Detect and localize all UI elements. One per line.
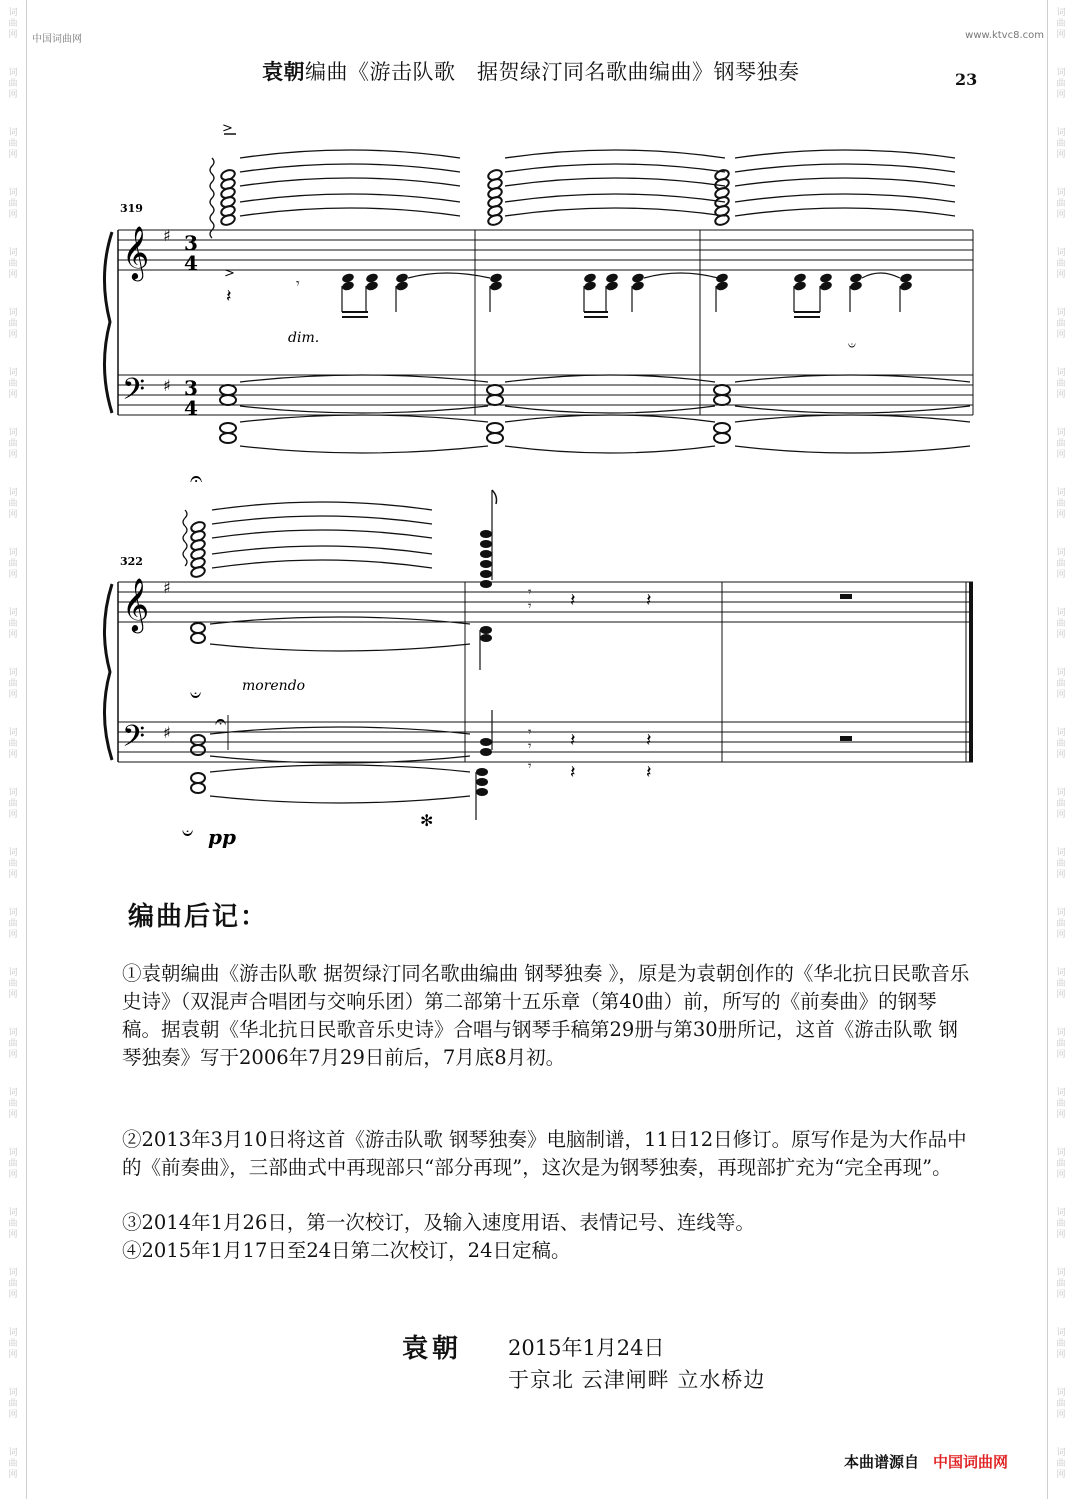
page-title [262, 56, 800, 86]
side-watermark-mark: 词 曲 网 [1056, 308, 1066, 340]
side-watermark-mark: 词 曲 网 [8, 308, 18, 340]
treble-clef: 𝄞 [122, 577, 150, 631]
side-watermark-mark: 词 曲 网 [1056, 788, 1066, 820]
signature-date: 2015年1月24日 [508, 1336, 665, 1360]
side-watermark-mark: 词 曲 网 [1056, 128, 1066, 160]
side-watermark-mark: 词 曲 网 [1056, 68, 1066, 100]
side-watermark-mark: 词 曲 网 [1056, 728, 1066, 760]
side-watermark-mark: 词 曲 网 [1056, 548, 1066, 580]
title-text: 编曲《游击队歌 据贺绿汀同名歌曲编曲》钢琴独奏 [305, 60, 800, 84]
side-watermark-mark: 词 曲 网 [1056, 188, 1066, 220]
svg-text:♯: ♯ [163, 723, 171, 742]
expression-morendo: morendo [242, 678, 306, 694]
side-watermark-mark: 词 曲 网 [8, 488, 18, 520]
side-watermark-mark: 词 曲 网 [1056, 908, 1066, 940]
svg-text:𝄾: 𝄾 [528, 599, 532, 614]
side-watermark-mark: 词 曲 网 [8, 788, 18, 820]
treble-staff-1 [118, 230, 973, 270]
notes-heading: 编曲后记： [128, 902, 269, 932]
side-watermark-mark: 词 曲 网 [1056, 1268, 1066, 1300]
svg-text:𝄽: 𝄽 [570, 762, 576, 783]
side-watermark-mark: 词 曲 网 [1056, 608, 1066, 640]
side-watermark-mark: 词 曲 网 [8, 548, 18, 580]
measure-number-322: 322 [120, 555, 143, 568]
side-watermark-mark: 词 曲 网 [1056, 848, 1066, 880]
svg-text:𝄑: 𝄑 [182, 821, 194, 845]
side-watermark-mark: 词 曲 网 [8, 1328, 18, 1360]
footer-source-label: 本曲谱源自 [844, 1453, 920, 1471]
svg-text:>: > [224, 266, 235, 281]
expression-dim: dim. [288, 330, 320, 346]
side-watermark-mark: 词 曲 网 [8, 1208, 18, 1240]
svg-text:𝄽: 𝄽 [226, 286, 232, 307]
page-number: 23 [955, 70, 978, 89]
svg-text:𝄾: 𝄾 [528, 725, 532, 740]
side-watermark-mark: 词 曲 网 [1056, 488, 1066, 520]
side-watermark-mark: 词 曲 网 [8, 1088, 18, 1120]
key-sharp: ♯ [163, 376, 171, 395]
side-watermark-mark: 词 曲 网 [8, 608, 18, 640]
side-watermark-mark: 词 曲 网 [8, 848, 18, 880]
side-watermark-mark: 词 曲 网 [8, 128, 18, 160]
svg-text:✻: ✻ [420, 811, 434, 830]
side-watermark-mark: 词 曲 网 [8, 668, 18, 700]
site-name-left: 中国词曲网 [32, 34, 82, 45]
side-watermark-mark: 词 曲 网 [1056, 1148, 1066, 1180]
svg-text:𝄑: 𝄑 [848, 338, 856, 354]
side-watermark-mark: 词 曲 网 [1056, 1088, 1066, 1120]
bass-clef: 𝄢 [122, 373, 146, 414]
svg-text:𝄽: 𝄽 [570, 730, 576, 751]
side-watermark-mark: 词 曲 网 [8, 368, 18, 400]
svg-text:𝄾: 𝄾 [528, 585, 532, 600]
key-sharp: ♯ [163, 226, 171, 245]
side-watermark-mark: 词 曲 网 [1056, 1388, 1066, 1420]
side-watermark-mark: 词 曲 网 [1056, 968, 1066, 1000]
note-paragraph-2: ②2013年3月10日将这首《游击队歌 钢琴独奏》电脑制谱，11日12日修订。原写作是为大作品中的《前奏曲》，三部曲式中再现部只“部分再现”，这次是为钢琴独奏，再现部扩充为“完全再现”。 [122, 1128, 967, 1179]
footer-source [844, 1451, 1008, 1472]
side-watermark-mark: 词 曲 网 [8, 248, 18, 280]
svg-text:𝄾: 𝄾 [528, 759, 532, 774]
dynamic-pp: pp [208, 825, 236, 849]
side-watermark-mark: 词 曲 网 [1056, 368, 1066, 400]
side-watermark-mark: 词 曲 网 [8, 1148, 18, 1180]
side-watermark-mark: 词 曲 网 [1056, 1328, 1066, 1360]
note-paragraph-3: ③2014年1月26日，第一次校订，及输入速度用语、表情记号、连线等。 [122, 1211, 755, 1234]
footer-source-link[interactable]: 中国词曲网 [933, 1453, 1009, 1471]
title-composer: 袁朝 [262, 59, 305, 84]
svg-text:𝄑: 𝄑 [190, 683, 202, 707]
side-watermark-mark: 词 曲 网 [1056, 668, 1066, 700]
svg-text:𝄽: 𝄽 [570, 590, 576, 611]
system-1 [104, 121, 973, 453]
time-sig-bottom: 4 [184, 251, 198, 275]
side-watermark-mark: 词 曲 网 [8, 1268, 18, 1300]
side-watermark-mark: 词 曲 网 [1056, 1028, 1066, 1060]
time-sig-bottom: 4 [184, 396, 198, 420]
time-sig-top: 3 [184, 376, 198, 400]
signature-name: 袁朝 [402, 1334, 463, 1364]
side-watermark-mark: 词 曲 网 [8, 908, 18, 940]
svg-text:𝄾: 𝄾 [528, 739, 532, 754]
measure-number-319: 319 [120, 202, 143, 215]
side-watermark-mark: 词 曲 网 [1056, 248, 1066, 280]
svg-text:𝄽: 𝄽 [646, 762, 652, 783]
side-watermark-mark: 词 曲 网 [8, 728, 18, 760]
bass-staff-2 [118, 722, 973, 762]
side-watermark-mark: 词 曲 网 [8, 8, 18, 40]
bass-clef: 𝄢 [122, 720, 146, 761]
svg-text:𝄐: 𝄐 [190, 467, 203, 492]
side-watermark-mark: 词 曲 网 [8, 188, 18, 220]
system-2 [104, 467, 973, 849]
treble-staff-2 [118, 582, 973, 622]
side-watermark-mark: 词 曲 网 [8, 428, 18, 460]
side-watermark-mark: 词 曲 网 [8, 68, 18, 100]
note-paragraph-4: ④2015年1月17日至24日第二次校订，24日定稿。 [122, 1239, 571, 1262]
svg-text:♯: ♯ [163, 578, 171, 597]
time-sig-top: 3 [184, 231, 198, 255]
side-watermark-mark: 词 曲 网 [8, 968, 18, 1000]
treble-clef: 𝄞 [122, 225, 150, 279]
site-url-right: www.ktvc8.com [965, 30, 1044, 41]
side-watermark-mark: 词 曲 网 [1056, 1208, 1066, 1240]
side-watermark-mark: 词 曲 网 [8, 1388, 18, 1420]
signature-place: 于京北 云津闸畔 立水桥边 [508, 1368, 766, 1392]
side-watermark-mark: 词 曲 网 [1056, 1448, 1066, 1480]
side-watermark-mark: 词 曲 网 [1056, 8, 1066, 40]
svg-text:>: > [222, 121, 233, 136]
note-paragraph-1: ①袁朝编曲《游击队歌 据贺绿汀同名歌曲编曲 钢琴独奏 》，原是为袁朝创作的《华北抗日民歌音乐史诗》（双混声合唱团与交响乐团）第二部第十五乐章（第40曲）前，所写的《前奏曲》的钢琴稿。据袁朝《华北抗日民歌音乐史诗》合唱与钢琴手稿第29册与第30册所记，这首《游击队歌 钢琴独奏》写于2006年7月29日前后，7月底8月初。 [122, 962, 970, 1069]
music-score [0, 110, 1074, 850]
svg-text:𝄽: 𝄽 [646, 730, 652, 751]
side-watermark-mark: 词 曲 网 [8, 1448, 18, 1480]
svg-text:𝄾: 𝄾 [296, 276, 300, 292]
side-watermark-mark: 词 曲 网 [1056, 428, 1066, 460]
svg-text:𝄽: 𝄽 [646, 590, 652, 611]
svg-text:𝄐: 𝄐 [215, 709, 227, 733]
side-watermark-mark: 词 曲 网 [8, 1028, 18, 1060]
